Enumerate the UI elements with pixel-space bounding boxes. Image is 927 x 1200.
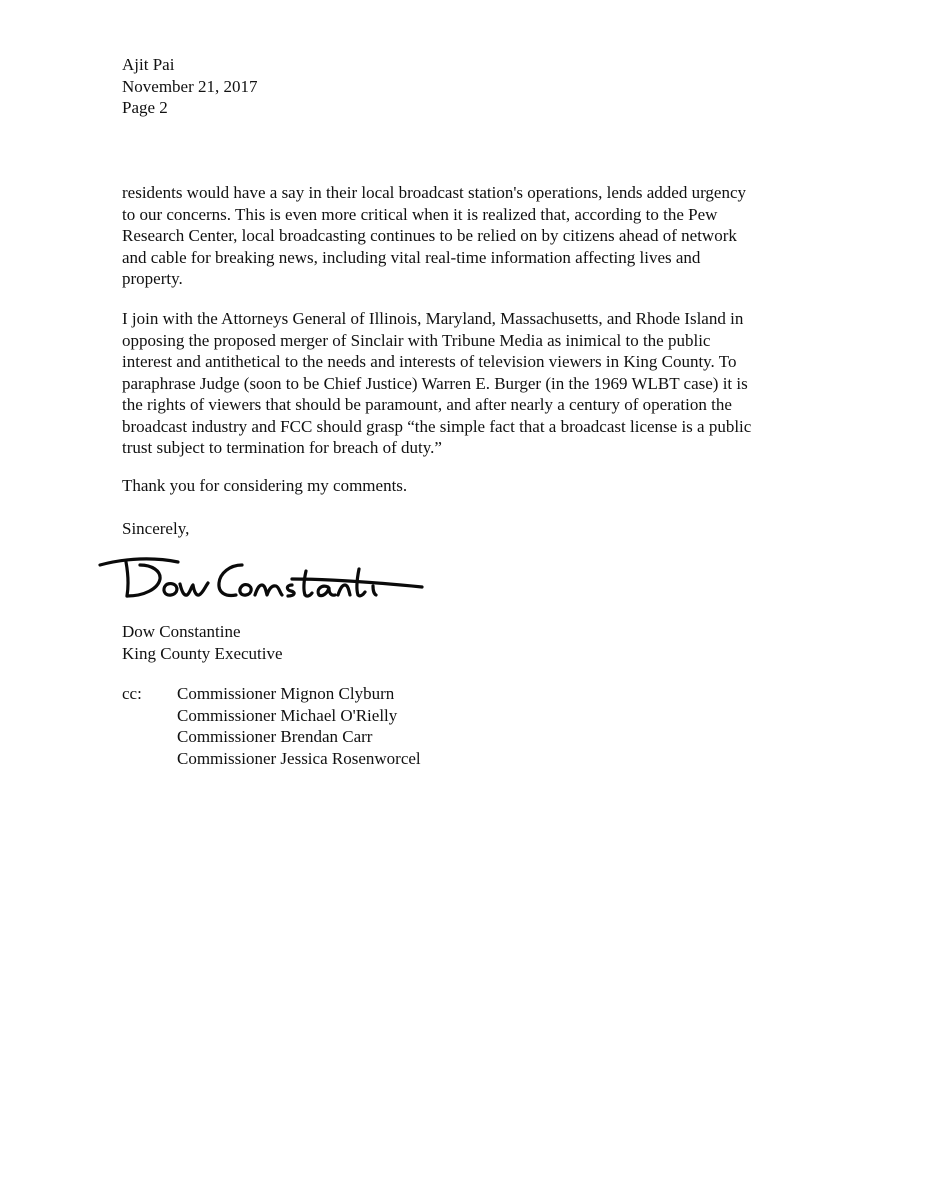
paragraph-line: the rights of viewers that should be paramount, and after nearly a century of operation the: [122, 395, 732, 414]
paragraph-line: broadcast industry and FCC should grasp “the simple fact that a broadcast license is a public: [122, 416, 752, 436]
cc-recipient: Commissioner Michael O'Rielly: [177, 705, 398, 725]
closing-line: Sincerely,: [122, 519, 190, 538]
paragraph-line: opposing the proposed merger of Sinclair with Tribune Media as inimical to the public: [122, 330, 711, 350]
signer-block: [122, 621, 283, 664]
paragraph-2: [122, 308, 822, 459]
cc-recipient-list: [177, 683, 421, 769]
cc-recipient: Commissioner Brendan Carr: [177, 727, 373, 746]
paragraph-line: interest and antithetical to the needs and interests of television viewers in King County. To: [122, 352, 737, 371]
recipient-name: Ajit Pai: [122, 55, 175, 74]
handwritten-signature: [96, 549, 426, 609]
cc-label: cc:: [122, 684, 142, 703]
thank-you-line: Thank you for considering my comments.: [122, 476, 408, 495]
paragraph-1: [122, 182, 822, 290]
letter-header: [122, 54, 258, 119]
signer-name: Dow Constantine: [122, 622, 241, 641]
paragraph-line: property.: [122, 269, 183, 288]
paragraph-line: I join with the Attorneys General of Illinois, Maryland, Massachusetts, and Rhode Island in: [122, 309, 744, 328]
signer-title: King County Executive: [122, 643, 283, 663]
cc-recipient: Commissioner Mignon Clyburn: [177, 684, 395, 703]
paragraph-line: Research Center, local broadcasting continues to be relied on by citizens ahead of network: [122, 226, 737, 245]
paragraph-line: paraphrase Judge (soon to be Chief Justice) Warren E. Burger (in the 1969 WLBT case) it is: [122, 373, 748, 393]
paragraph-line: and cable for breaking news, including vital real-time information affecting lives and: [122, 247, 701, 267]
cc-recipient: Commissioner Jessica Rosenworcel: [177, 748, 421, 768]
letter-date: November 21, 2017: [122, 76, 258, 96]
paragraph-line: to our concerns. This is even more critical when it is realized that, according to the Pew: [122, 204, 718, 224]
page-number: Page 2: [122, 98, 168, 117]
paragraph-line: trust subject to termination for breach of duty.”: [122, 438, 442, 457]
paragraph-line: residents would have a say in their local broadcast station's operations, lends added urgency: [122, 183, 747, 202]
